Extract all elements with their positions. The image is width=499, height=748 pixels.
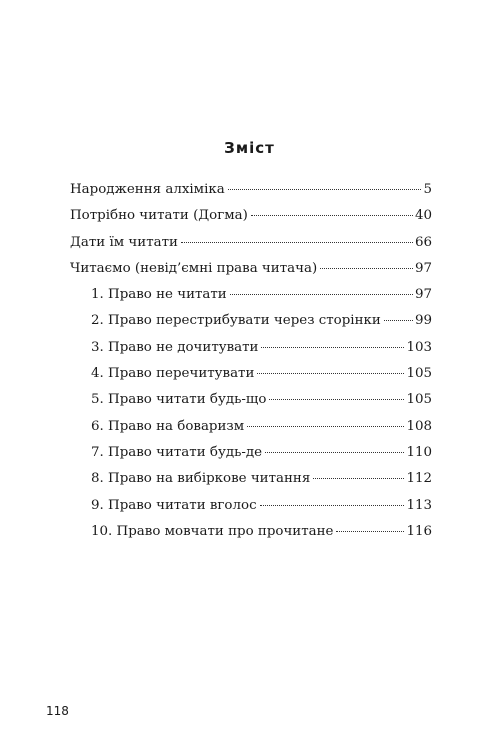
toc-entry-label: 3. Право не дочитувати [91, 339, 259, 355]
toc-leader-dots [261, 347, 404, 348]
page-title: Зміст [224, 139, 275, 157]
toc-entry [70, 208, 432, 234]
toc-entry-label: 1. Право не читати [91, 287, 227, 303]
toc-entry-page: 116 [406, 523, 432, 539]
toc-leader-dots [336, 531, 404, 532]
toc-subentry [70, 471, 432, 497]
toc-entry-page: 112 [406, 471, 432, 487]
toc-subentry [70, 419, 432, 445]
toc-entry-page: 113 [406, 497, 432, 513]
toc-leader-dots [251, 215, 413, 216]
toc-leader-dots [257, 373, 404, 374]
toc-leader-dots [247, 426, 404, 427]
toc-entry-page: 66 [414, 234, 432, 250]
toc-subentry [70, 445, 432, 471]
toc-entry-label: 4. Право перечитувати [91, 366, 255, 382]
toc-subentry [70, 287, 432, 313]
toc-subentry [70, 366, 432, 392]
toc-leader-dots [313, 478, 404, 479]
toc-entry-page: 103 [406, 339, 432, 355]
toc-subentry [70, 498, 432, 524]
toc-leader-dots [320, 268, 413, 269]
toc-entry-label: 10. Право мовчати про прочитане [91, 523, 334, 539]
toc-entry-label: 6. Право на боваризм [91, 418, 245, 434]
toc-entry-page: 40 [414, 208, 432, 224]
page-number: 118 [46, 704, 69, 718]
toc-subentry [70, 524, 432, 550]
toc-subentry [70, 340, 432, 366]
toc-entry-page: 97 [414, 260, 432, 276]
toc-entry-page: 110 [406, 444, 432, 460]
toc-leader-dots [265, 452, 404, 453]
toc-subentry [70, 392, 432, 418]
toc-entry-label: Читаємо (невід’ємні права читача) [70, 260, 318, 276]
toc-leader-dots [269, 399, 404, 400]
toc-entry-page: 108 [406, 418, 432, 434]
toc-entry-label: Потрібно читати (Догма) [70, 208, 248, 224]
table-of-contents [70, 182, 432, 550]
toc-entry-label: 2. Право перестрибувати через сторінки [91, 313, 381, 329]
toc-entry [70, 261, 432, 287]
toc-subentry [70, 313, 432, 339]
toc-leader-dots [181, 242, 413, 243]
toc-entry-page: 99 [414, 313, 432, 329]
toc-entry-label: 8. Право на вибіркове читання [91, 471, 311, 487]
toc-entry-label: Дати їм читати [70, 234, 178, 250]
toc-entry-page: 5 [423, 182, 432, 197]
toc-entry-page: 97 [414, 287, 432, 303]
toc-entry [70, 182, 432, 208]
toc-leader-dots [228, 189, 422, 190]
toc-entry-page: 105 [406, 366, 432, 382]
toc-entry-page: 105 [406, 392, 432, 408]
toc-leader-dots [230, 294, 413, 295]
toc-leader-dots [260, 505, 405, 506]
toc-leader-dots [384, 320, 413, 321]
toc-entry-label: Народження алхіміка [70, 182, 225, 197]
toc-entry-label: 5. Право читати будь-що [91, 392, 267, 408]
toc-entry [70, 235, 432, 261]
toc-entry-label: 9. Право читати вголос [91, 497, 257, 513]
toc-entry-label: 7. Право читати будь-де [91, 444, 263, 460]
